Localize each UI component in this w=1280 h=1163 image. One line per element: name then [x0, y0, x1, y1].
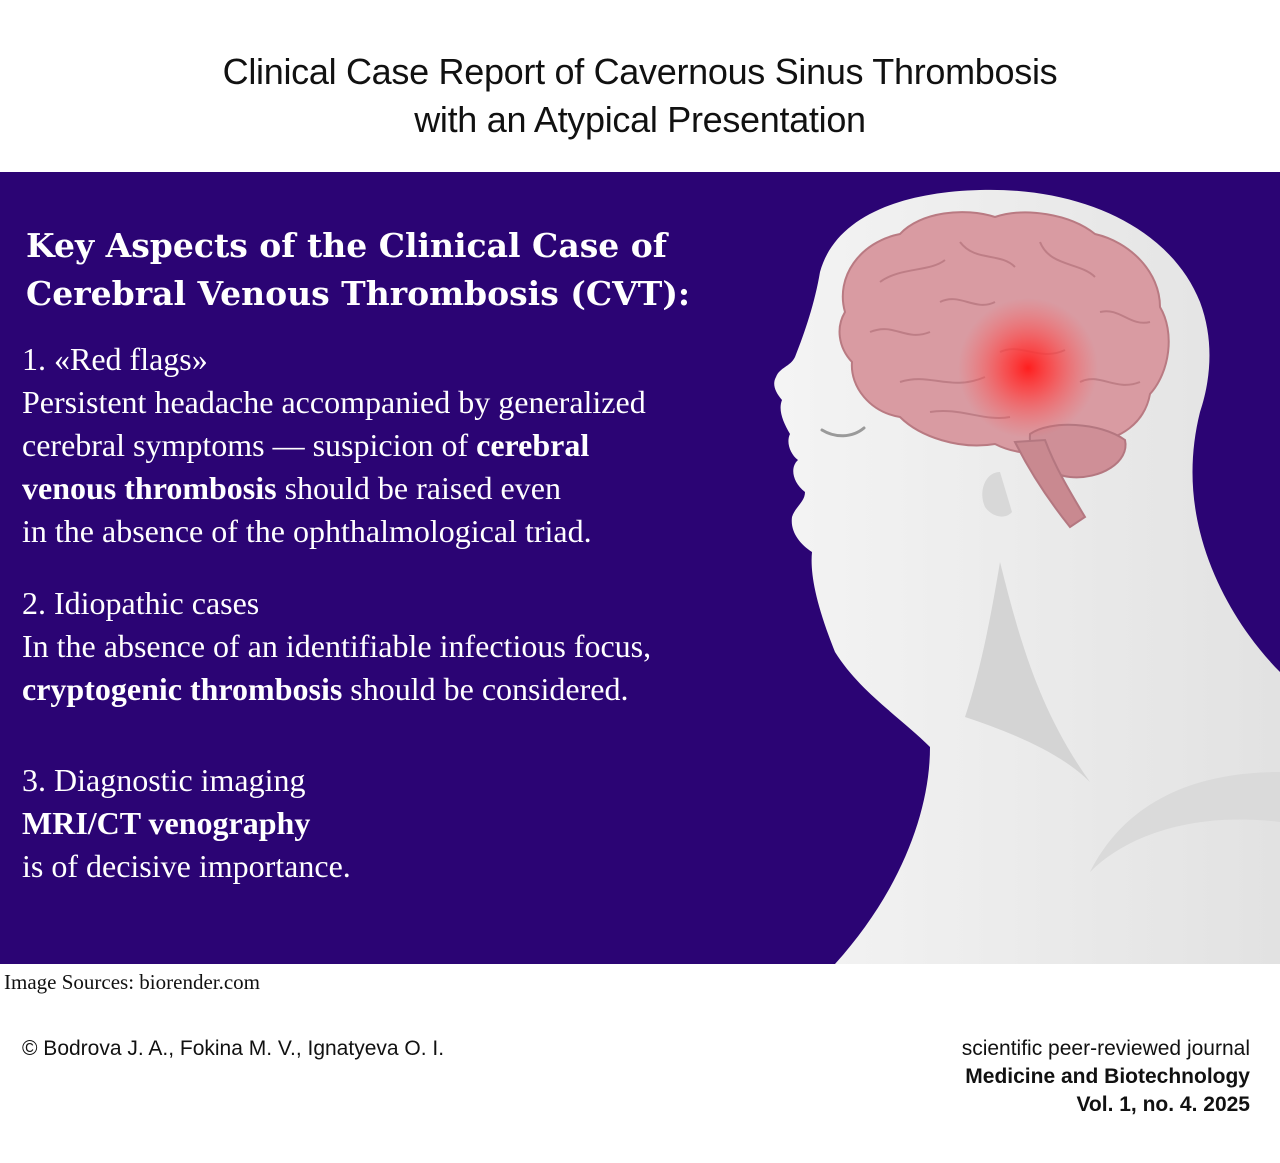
- emphasis: MRI/CT venography: [22, 805, 311, 841]
- point-text-line: cerebral symptoms — suspicion of cerebral: [22, 427, 590, 463]
- emphasis: venous thrombosis: [22, 470, 277, 506]
- heading-line-1: Key Aspects of the Clinical Case of: [26, 226, 667, 265]
- point-text-line: cryptogenic thrombosis should be considered.: [22, 671, 629, 707]
- emphasis: cerebral: [476, 427, 590, 463]
- copyright-authors: © Bodrova J. A., Fokina M. V., Ignatyeva O. I.: [22, 1037, 445, 1060]
- pain-hotspot: [958, 298, 1098, 438]
- title-line-1: Clinical Case Report of Cavernous Sinus Thrombosis: [222, 51, 1058, 92]
- point-title: 2. Idiopathic cases: [22, 585, 260, 621]
- point-text-line: Persistent headache accompanied by generalized: [22, 384, 646, 420]
- journal-info: [962, 1035, 1250, 1119]
- point-red-flags: [22, 338, 646, 553]
- point-text-line: In the absence of an identifiable infectious focus,: [22, 628, 652, 664]
- point-idiopathic-cases: [22, 582, 651, 711]
- key-aspects-panel: [0, 172, 1280, 964]
- emphasis: cryptogenic thrombosis: [22, 671, 343, 707]
- point-text-line: is of decisive importance.: [22, 848, 351, 884]
- point-text-line: [22, 802, 351, 845]
- journal-volume: Vol. 1, no. 4. 2025: [1076, 1093, 1250, 1116]
- section-heading: [26, 222, 690, 318]
- image-source: Image Sources: biorender.com: [4, 970, 260, 994]
- point-title: 1. «Red flags»: [22, 341, 208, 377]
- title-line-2: with an Atypical Presentation: [414, 99, 866, 140]
- journal-type: scientific peer-reviewed journal: [961, 1037, 1250, 1060]
- journal-name: Medicine and Biotechnology: [965, 1065, 1250, 1088]
- point-title: 3. Diagnostic imaging: [22, 762, 306, 798]
- point-text-line: venous thrombosis should be raised even: [22, 470, 561, 506]
- page-title: [0, 48, 1280, 144]
- point-text-line: in the absence of the ophthalmological triad.: [22, 513, 592, 549]
- heading-line-2: Cerebral Venous Thrombosis (CVT):: [26, 274, 691, 313]
- point-diagnostic-imaging: [22, 759, 351, 888]
